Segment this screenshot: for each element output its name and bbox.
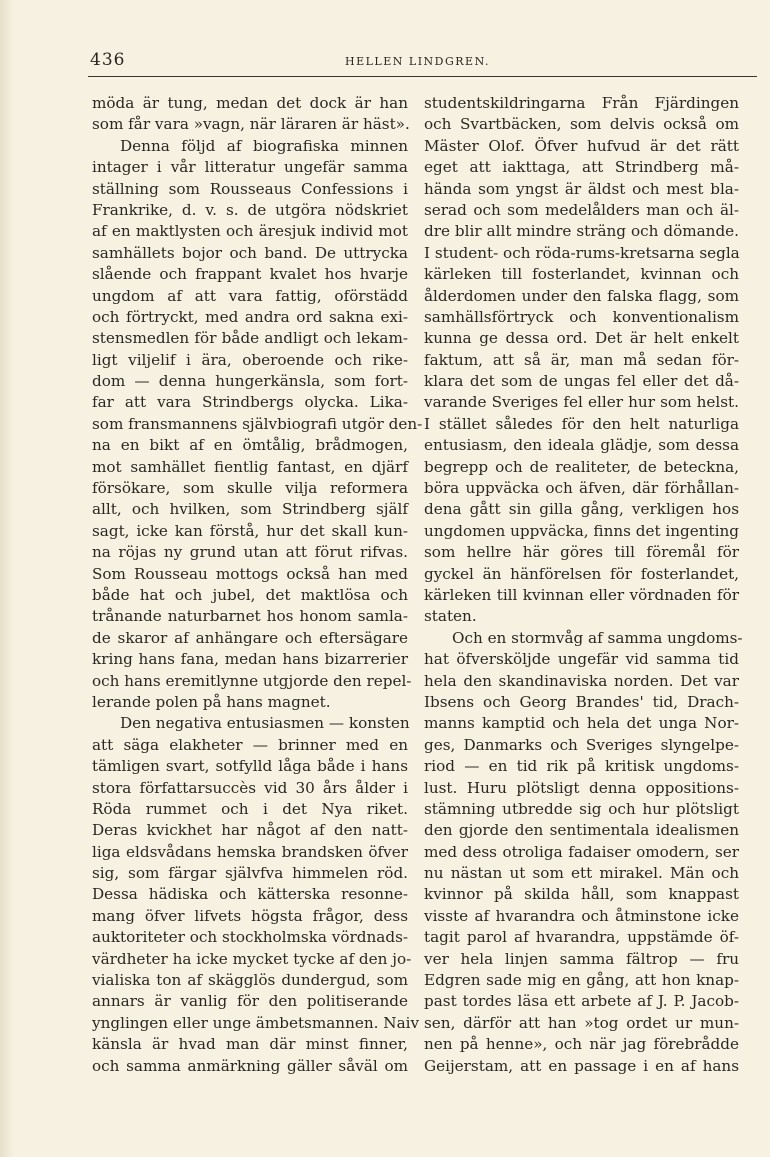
text-line: och hans eremitlynne utgjorde den repel- — [92, 671, 412, 690]
text-line: kärleken till kvinnan eller vördnaden för — [424, 585, 739, 604]
text-line: och Svartbäcken, som delvis också om — [424, 115, 739, 134]
text-line: annars är vanlig för den politiserande — [92, 992, 408, 1011]
text-line: mang öfver lifvets högsta frågor, dess — [92, 906, 408, 925]
text-line: ålderdomen under den falska flagg, som — [424, 286, 739, 305]
text-line: I stället således för den helt naturliga — [424, 414, 739, 433]
text-line: intager i vår litteratur ungefär samma — [92, 158, 408, 177]
text-line: riod — en tid rik på kritisk ungdoms- — [424, 757, 739, 776]
text-line: stensmedlen för både andligt och lekam- — [92, 329, 408, 348]
text-line: auktoriteter och stockholmska vördnads- — [92, 928, 408, 947]
text-line: ynglingen eller unge ämbetsmannen. Naiv — [92, 1013, 420, 1032]
running-title: HELLEN LINDGREN. — [345, 55, 490, 68]
text-line: faktum, att så är, man må sedan för- — [424, 350, 739, 369]
text-line: stora författarsuccès vid 30 års ålder i — [92, 778, 408, 797]
text-line: tagit parol af hvarandra, uppstämde öf- — [424, 928, 739, 947]
text-line: af en maktlysten och äresjuk individ mot — [92, 222, 408, 241]
text-line: staten. — [424, 607, 477, 626]
text-line: serad och som medelålders man och äl- — [424, 200, 739, 219]
header-rule — [88, 76, 757, 77]
text-line: studentskildringarna Från Fjärdingen — [424, 94, 739, 112]
text-line: värdheter ha icke mycket tycke af den jo- — [92, 949, 412, 968]
text-line: ligt viljelif i ära, oberoende och rike- — [92, 350, 408, 369]
page-edge-shadow — [0, 0, 14, 1157]
text-line: ver hela linjen samma fältrop — fru — [424, 949, 739, 968]
left-text-column — [92, 93, 423, 1077]
text-line: visste af hvarandra och åtminstone icke — [424, 906, 739, 925]
text-line: kring hans fana, medan hans bizarrerier — [92, 650, 408, 669]
text-line: I student- och röda-rums-kretsarna segla — [424, 243, 740, 262]
text-line: lerande polen på hans magnet. — [92, 692, 331, 711]
text-line: allt, och hvilken, som Strindberg själf — [92, 500, 408, 519]
text-line: Ibsens och Georg Brandes' tid, Drach- — [424, 692, 739, 711]
text-line: na en bikt af en ömtålig, brådmogen, — [92, 436, 408, 455]
text-line: tämligen svart, sotfylld låga både i hans — [92, 757, 408, 776]
text-line: Edgren sade mig en gång, att hon knap- — [424, 971, 739, 990]
text-line: med dess otroliga fadaiser omodern, ser — [424, 842, 739, 861]
text-line: samhällsförtryck och konventionalism — [424, 307, 739, 326]
text-line: de skaror af anhängare och eftersägare — [92, 628, 408, 647]
text-line: hela den skandinaviska norden. Det var — [424, 671, 739, 690]
text-line: ställning som Rousseaus Confessions i — [92, 179, 408, 198]
text-line: Denna följd af biografiska minnen — [120, 136, 408, 155]
text-line: nu nästan ut som ett mirakel. Män och — [424, 864, 739, 883]
page-number: 436 — [90, 50, 126, 70]
text-line: hat öfversköljde ungefär vid samma tid — [424, 650, 739, 669]
text-line: na röjas ny grund utan att förut rifvas. — [92, 543, 408, 562]
text-line: stämning utbredde sig och hur plötsligt — [424, 799, 739, 818]
text-line: liga eldsvådans hemska brandsken öfver — [92, 842, 408, 861]
text-line: ungdomen uppväcka, finns det ingenting — [424, 521, 739, 540]
text-line: mot samhället fientlig fantast, en djärf — [92, 457, 408, 476]
text-line: manns kamptid och hela det unga Nor- — [424, 714, 739, 733]
text-line: sen, därför att han »tog ordet ur mun- — [424, 1013, 739, 1032]
text-line: begrepp och de realiteter, de beteckna, — [424, 457, 739, 476]
text-line: sagt, icke kan förstå, hur det skall kun- — [92, 521, 408, 540]
right-text-column — [424, 93, 743, 1077]
text-line: och samma anmärkning gäller såväl om — [92, 1056, 408, 1075]
text-line: som får vara »vagn, när läraren är häst». — [92, 115, 410, 134]
text-line: och förtryckt, med andra ord sakna exi- — [92, 307, 408, 326]
text-line: nen på henne», och när jag förebrådde — [424, 1035, 739, 1054]
text-line: kunna ge dessa ord. Det är helt enkelt — [424, 329, 739, 348]
text-line: Och en stormvåg af samma ungdoms- — [452, 628, 743, 647]
text-line: entusiasm, den ideala glädje, som dessa — [424, 436, 739, 455]
text-line: dre blir allt mindre sträng och dömande. — [424, 222, 739, 241]
text-line: slående och frappant kvalet hos hvarje — [92, 265, 408, 284]
text-line: försökare, som skulle vilja reformera — [92, 479, 408, 498]
text-line: gyckel än hänförelsen för fosterlandet, — [424, 564, 739, 583]
text-line: den gjorde den sentimentala idealismen — [424, 821, 739, 840]
text-line: past tordes läsa ett arbete af J. P. Jacob- — [424, 992, 739, 1011]
text-line: kvinnor på skilda håll, som knappast — [424, 885, 739, 904]
text-line: som fransmannens självbiografi utgör den- — [92, 414, 423, 433]
text-line: möda är tung, medan det dock är han — [92, 94, 408, 112]
text-line: Den negativa entusiasmen — konsten — [120, 714, 410, 733]
text-line: känsla är hvad man där minst finner, — [92, 1035, 408, 1054]
text-line: Deras kvickhet har något af den natt- — [92, 821, 408, 840]
text-line: ges, Danmarks och Sveriges slyngelpe- — [424, 735, 739, 754]
text-line: eget att iakttaga, att Strindberg må- — [424, 158, 739, 177]
text-line: lust. Huru plötsligt denna oppositions- — [424, 778, 739, 797]
text-line: klara det som de ungas fel eller det då- — [424, 372, 739, 391]
text-line: vialiska ton af skägglös dundergud, som — [92, 971, 408, 990]
text-line: Som Rousseau mottogs också han med — [92, 564, 408, 583]
text-line: Röda rummet och i det Nya riket. — [92, 799, 408, 818]
text-line: att säga elakheter — brinner med en — [92, 735, 408, 754]
text-line: dena gått sin gilla gång, verkligen hos — [424, 500, 739, 519]
text-line: böra uppväcka och äfven, där förhållan- — [424, 479, 739, 498]
text-line: far att vara Strindbergs olycka. Lika- — [92, 393, 408, 412]
text-line: samhällets bojor och band. De uttrycka — [92, 243, 408, 262]
text-line: trånande naturbarnet hos honom samla- — [92, 607, 408, 626]
text-line: Dessa hädiska och kätterska resonne- — [92, 885, 408, 904]
text-line: Mäster Olof. Öfver hufvud är det rätt — [424, 136, 739, 155]
text-line: som hellre här göres till föremål för — [424, 543, 739, 562]
text-line: kärleken till fosterlandet, kvinnan och — [424, 265, 739, 284]
text-line: Geijerstam, att en passage i en af hans — [424, 1056, 739, 1075]
text-line: hända som yngst är äldst och mest bla- — [424, 179, 739, 198]
text-line: både hat och jubel, det maktlösa och — [92, 585, 408, 604]
text-line: Frankrike, d. v. s. de utgöra nödskriet — [92, 200, 408, 219]
text-line: dom — denna hungerkänsla, som fort- — [92, 372, 408, 391]
text-line: sig, som färgar självfva himmelen röd. — [92, 864, 408, 883]
text-line: varande Sveriges fel eller hur som helst. — [424, 393, 739, 412]
text-line: ungdom af att vara fattig, oförstädd — [92, 286, 408, 305]
